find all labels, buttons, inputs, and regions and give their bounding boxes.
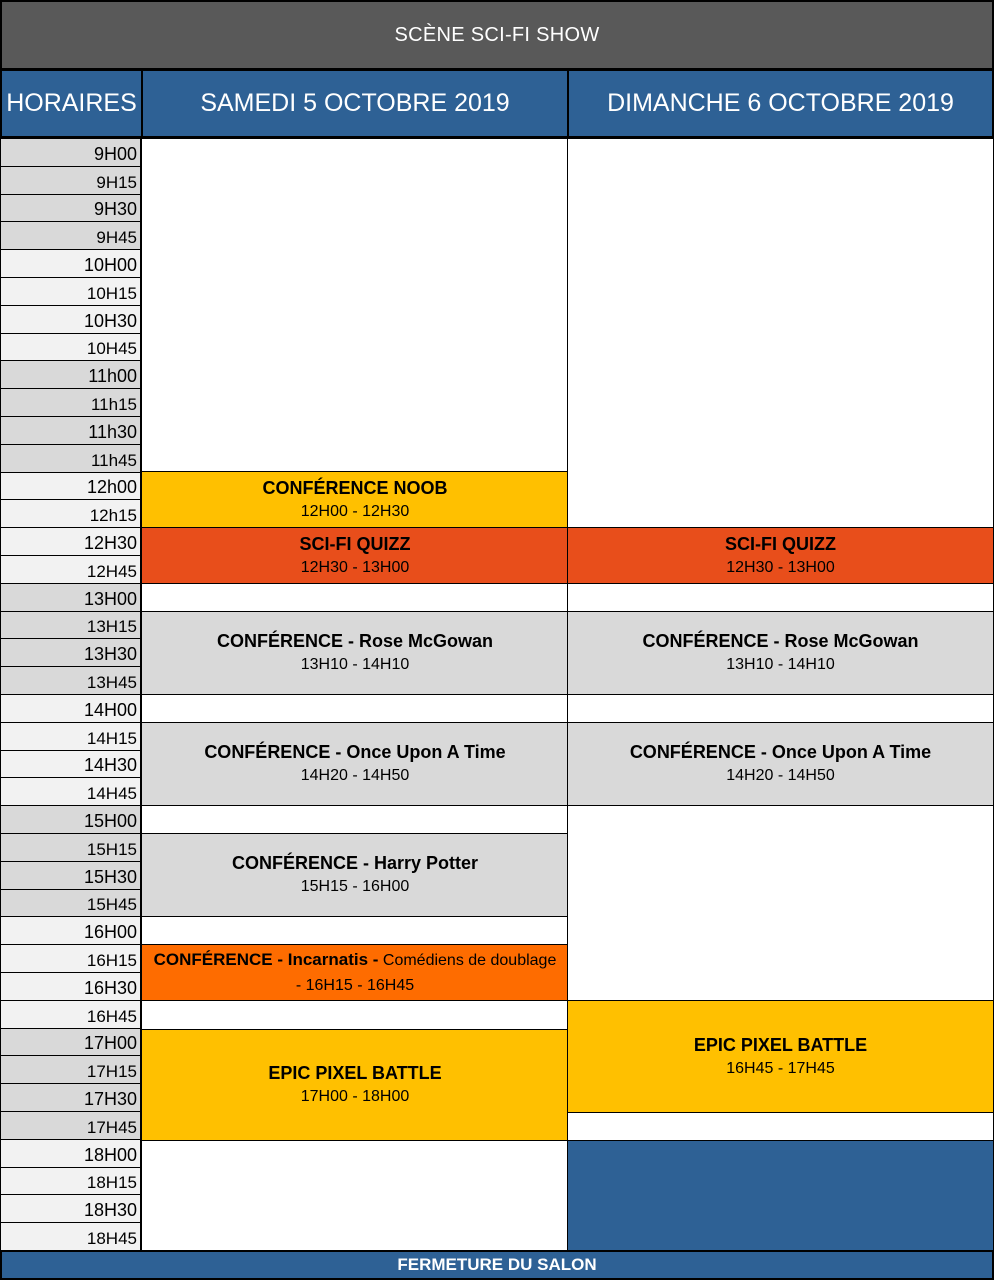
time-slot: 18H00 xyxy=(0,1139,142,1168)
time-slot: 10H00 xyxy=(0,249,142,278)
time-slot: 12h00 xyxy=(0,472,142,500)
sunday-event-rose xyxy=(567,611,994,695)
saturday-empty-morning xyxy=(141,138,569,472)
time-slot: 12H45 xyxy=(0,555,142,584)
saturday-gap xyxy=(141,583,569,612)
time-slot: 11h30 xyxy=(0,416,142,445)
time-slot: 11h45 xyxy=(0,444,142,473)
sunday-empty-afternoon xyxy=(567,805,994,1001)
time-slot: 14H30 xyxy=(0,750,142,778)
time-slot: 13H30 xyxy=(0,638,142,667)
time-slot: 12H30 xyxy=(0,527,142,556)
event-time: 14H20 - 14H50 xyxy=(300,767,410,784)
saturday-gap xyxy=(141,694,569,723)
time-slot: 10H45 xyxy=(0,333,142,361)
saturday-event-incarnatis xyxy=(141,944,569,1001)
saturday-gap xyxy=(141,805,569,834)
time-slot: 17H30 xyxy=(0,1083,142,1112)
sunday-empty-morning xyxy=(567,138,994,528)
time-slot: 18H30 xyxy=(0,1194,142,1223)
header-saturday: SAMEDI 5 OCTOBRE 2019 xyxy=(141,69,569,138)
time-slot: 17H15 xyxy=(0,1055,142,1084)
sunday-closed-block xyxy=(567,1140,994,1251)
time-slot: 16H30 xyxy=(0,972,142,1001)
event-name: CONFÉRENCE - Rose McGowan xyxy=(642,631,919,651)
sunday-event-quizz xyxy=(567,527,994,584)
event-time: 16H45 - 17H45 xyxy=(726,1059,835,1077)
saturday-event-noob xyxy=(141,471,569,528)
header-horaires: HORAIRES xyxy=(0,69,143,138)
sunday-event-pixel xyxy=(567,1000,994,1113)
time-slot: 13H45 xyxy=(0,666,142,695)
closing-footer: FERMETURE DU SALON xyxy=(0,1250,994,1280)
time-slot: 15H00 xyxy=(0,805,142,834)
event-name: SCI-FI QUIZZ xyxy=(299,533,411,554)
time-slot: 17H00 xyxy=(0,1028,142,1056)
sunday-gap xyxy=(567,583,994,612)
saturday-event-rose xyxy=(141,611,569,695)
time-slot: 18H15 xyxy=(0,1167,142,1195)
time-slot: 9H15 xyxy=(0,166,142,195)
event-name: CONFÉRENCE NOOB xyxy=(262,477,448,498)
time-slot: 9H30 xyxy=(0,194,142,222)
time-slot: 11h15 xyxy=(0,388,142,417)
event-time: 12H30 - 13H00 xyxy=(300,558,410,576)
time-slot: 14H00 xyxy=(0,694,142,723)
event-time: 13H10 - 14H10 xyxy=(300,656,410,673)
time-slot: 15H30 xyxy=(0,861,142,890)
event-detail: Comédiens de doublage - 16H15 - 16H45 xyxy=(295,952,557,994)
time-slot: 16H00 xyxy=(0,916,142,945)
sunday-event-once xyxy=(567,722,994,806)
header-sunday: DIMANCHE 6 OCTOBRE 2019 xyxy=(567,69,994,138)
time-slot: 14H15 xyxy=(0,722,142,751)
time-slot: 15H15 xyxy=(0,833,142,862)
saturday-event-pixel xyxy=(141,1029,569,1141)
time-slot: 9H00 xyxy=(0,138,142,167)
event-name: CONFÉRENCE - Once Upon A Time xyxy=(204,742,506,762)
time-slot: 12h15 xyxy=(0,499,142,528)
event-time: 12H30 - 13H00 xyxy=(726,558,835,576)
event-time: 12H00 - 12H30 xyxy=(300,502,410,520)
time-slot: 15H45 xyxy=(0,889,142,917)
event-time: 14H20 - 14H50 xyxy=(726,767,835,784)
event-name: CONFÉRENCE - Once Upon A Time xyxy=(629,742,932,762)
saturday-event-potter xyxy=(141,833,569,917)
event-name: CONFÉRENCE - Incarnatis - xyxy=(153,950,379,969)
event-name: EPIC PIXEL BATTLE xyxy=(268,1063,442,1083)
event-time: 13H10 - 14H10 xyxy=(726,656,835,673)
sunday-gap xyxy=(567,694,994,723)
time-slot: 9H45 xyxy=(0,221,142,250)
time-column xyxy=(0,138,142,1250)
saturday-empty-evening xyxy=(141,1140,569,1251)
time-slot: 18H45 xyxy=(0,1222,142,1251)
time-slot: 17H45 xyxy=(0,1111,142,1140)
schedule-title: SCÈNE SCI-FI SHOW xyxy=(0,0,994,70)
time-slot: 10H30 xyxy=(0,305,142,334)
time-slot: 11h00 xyxy=(0,360,142,389)
saturday-event-once xyxy=(141,722,569,806)
saturday-event-quizz xyxy=(141,527,569,584)
time-slot: 16H45 xyxy=(0,1000,142,1029)
event-name: SCI-FI QUIZZ xyxy=(725,533,836,554)
saturday-gap xyxy=(141,1000,569,1030)
sunday-gap xyxy=(567,1112,994,1141)
time-slot: 13H00 xyxy=(0,583,142,612)
time-slot: 13H15 xyxy=(0,611,142,639)
event-time: 17H00 - 18H00 xyxy=(300,1088,410,1105)
event-name: CONFÉRENCE - Rose McGowan xyxy=(216,631,494,651)
event-name: CONFÉRENCE - Harry Potter xyxy=(231,853,479,873)
time-slot: 10H15 xyxy=(0,277,142,306)
time-slot: 14H45 xyxy=(0,777,142,806)
saturday-gap xyxy=(141,916,569,945)
event-text xyxy=(150,947,560,998)
event-name: EPIC PIXEL BATTLE xyxy=(693,1034,868,1055)
time-slot: 16H15 xyxy=(0,944,142,973)
event-time: 15H15 - 16H00 xyxy=(300,878,410,895)
